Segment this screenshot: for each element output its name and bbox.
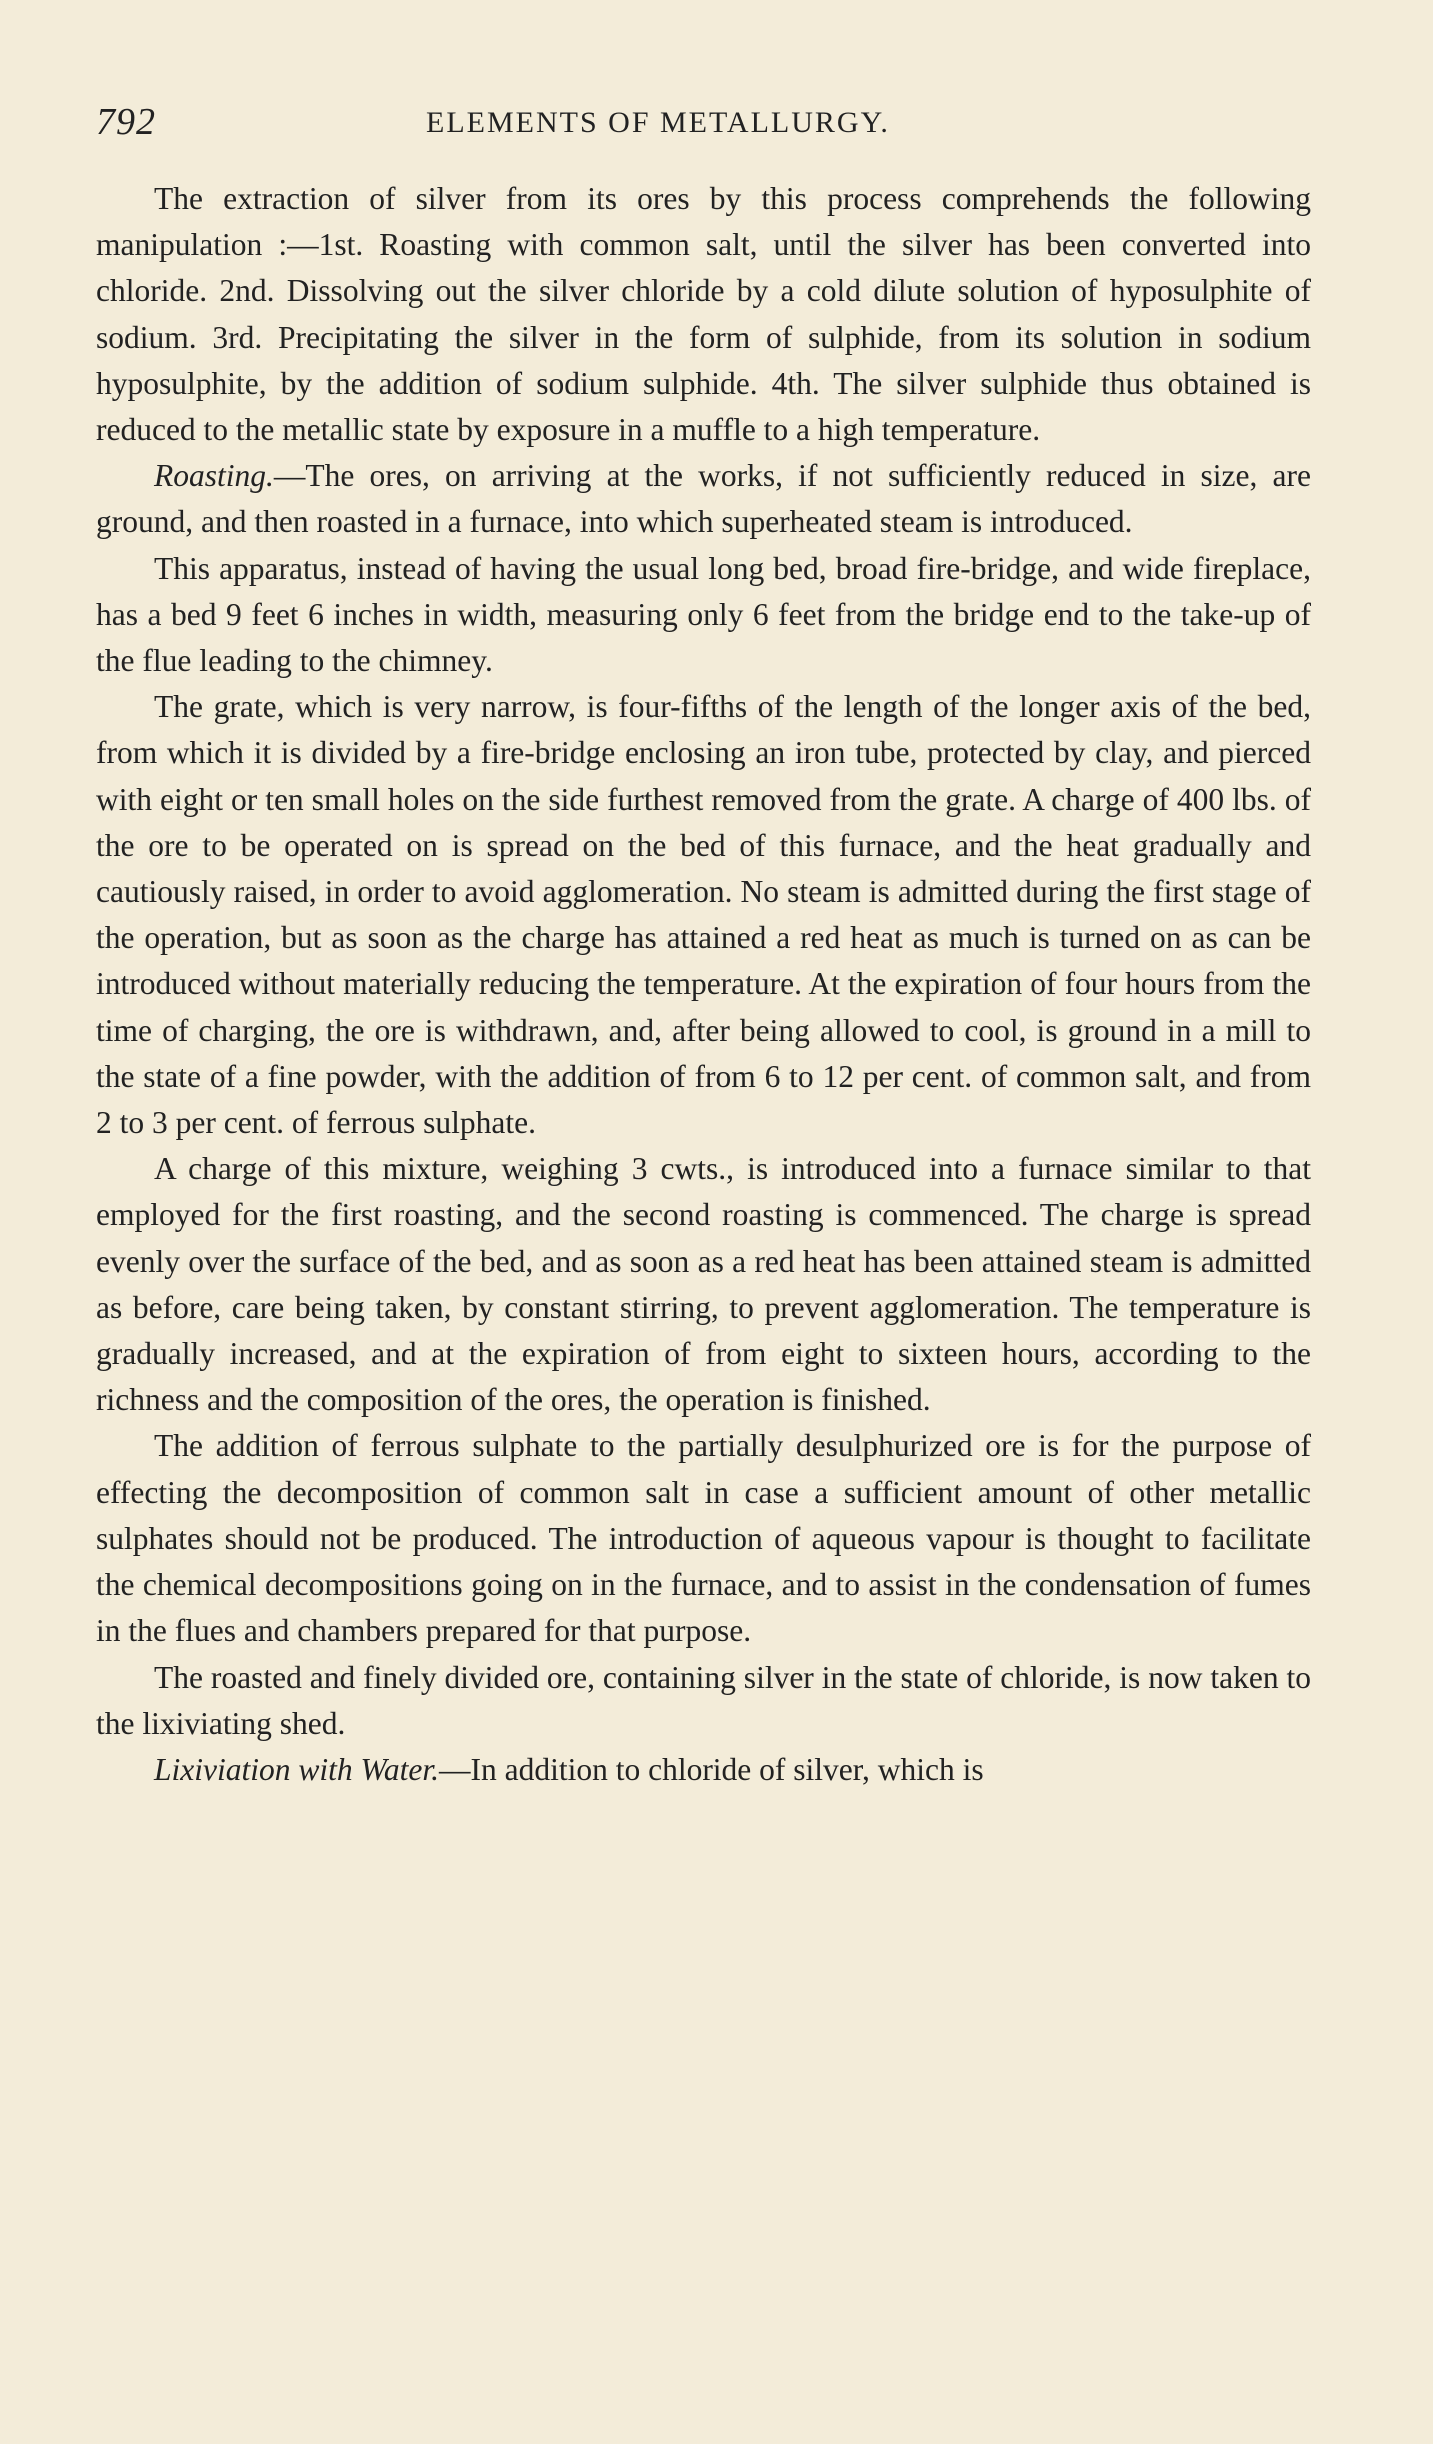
paragraph-text: The extraction of silver from its ores by this process comprehends the following manipulation :—1st. Roasting with common salt, until the silver has been converted into chloride. 2nd. Dissolving out the silver chloride by a cold dilute solution of hyposulphite of sodium. 3rd. Precipitating the silver in the form of sulphide, from its solution in sodium hyposulphite, by the addition of sodium sulphide. 4th. The silver sulphide thus obtained is reduced to the metallic state by exposure in a muffle to a high temperature. <box>96 181 1311 448</box>
paragraph-roasted-ore <box>96 1655 1311 1747</box>
paragraph-ferrous-sulphate <box>96 1423 1311 1654</box>
paragraph-text: —In addition to chloride of silver, which is <box>438 1751 984 1787</box>
paragraph-charge-mixture <box>96 1146 1311 1423</box>
paragraph-extraction-process <box>96 176 1311 453</box>
paragraph-grate <box>96 684 1311 1146</box>
running-head <box>96 100 1311 150</box>
paragraph-text: This apparatus, instead of having the usual long bed, broad fire-bridge, and wide fireplace, has a bed 9 feet 6 inches in width, measuring only 6 feet from the bridge end to the take-up of the flue leading to the chimney. <box>96 550 1311 679</box>
paragraph-apparatus <box>96 546 1311 685</box>
running-title: ELEMENTS OF METALLURGY. <box>426 106 890 139</box>
body-text <box>96 176 1311 1793</box>
paragraph-text: —The ores, on arriving at the works, if not sufficiently reduced in size, are ground, and then roasted in a furnace, into which superheated steam is introduced. <box>96 458 1311 540</box>
paragraph-text: The roasted and finely divided ore, containing silver in the state of chloride, is now taken to the lixiviating shed. <box>96 1659 1311 1741</box>
paragraph-text: A charge of this mixture, weighing 3 cwts., is introduced into a furnace similar to that employed for the first roasting, and the second roasting is commenced. The charge is spread evenly over the surface of the bed, and as soon as a red heat has been attained steam is admitted as before, care being taken, by constant stirring, to prevent agglomeration. The temperature is gradually increased, and at the expiration of from eight to sixteen hours, according to the richness and the composition of the ores, the operation is finished. <box>96 1151 1311 1418</box>
page-number: 792 <box>96 101 156 143</box>
paragraph-text: The grate, which is very narrow, is four-fifths of the length of the longer axis of the bed, from which it is divided by a fire-bridge enclosing an iron tube, protected by clay, and pierced with eight or ten small holes on the side furthest removed from the grate. A charge of 400 lbs. of the ore to be operated on is spread on the bed of this furnace, and the heat gradually and cautiously raised, in order to avoid agglomeration. No steam is admitted during the first stage of the operation, but as soon as the charge has attained a red heat as much is turned on as can be introduced without materially reducing the temperature. At the expiration of four hours from the time of charging, the ore is withdrawn, and, after being allowed to cool, is ground in a mill to the state of a fine powder, with the addition of from 6 to 12 per cent. of common salt, and from 2 to 3 per cent. of ferrous sulphate. <box>96 689 1311 1141</box>
paragraph-roasting <box>96 453 1311 545</box>
section-lead-roasting: Roasting. <box>154 458 274 494</box>
paragraph-lixiviation <box>96 1747 1311 1793</box>
section-lead-lixiviation: Lixiviation with Water. <box>154 1751 439 1787</box>
paragraph-text: The addition of ferrous sulphate to the partially desulphurized ore is for the purpose of effecting the decomposition of common salt in case a sufficient amount of other metallic sulphates should not be produced. The introduction of aqueous vapour is thought to facilitate the chemical decompositions going on in the furnace, and to assist in the condensation of fumes in the flues and chambers prepared for that purpose. <box>96 1428 1311 1649</box>
